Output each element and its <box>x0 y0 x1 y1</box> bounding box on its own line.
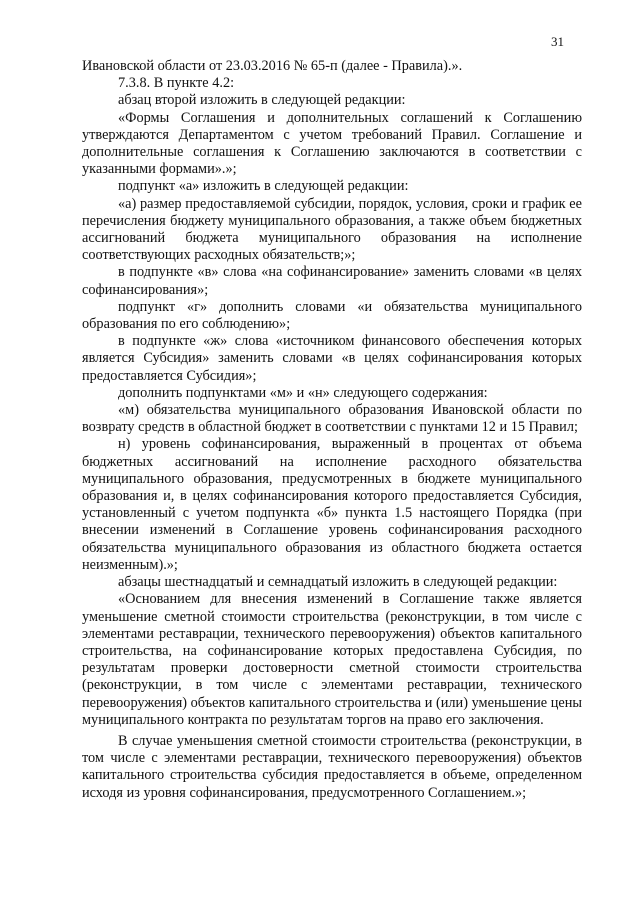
paragraph-instruction: подпункт «г» дополнить словами «и обязательства муниципального образования по его соблюдению»; <box>82 298 582 333</box>
paragraph-instruction: подпункт «а» изложить в следующей редакции: <box>118 178 409 195</box>
page-number: 31 <box>551 34 564 49</box>
paragraph-clause-7-3-8: 7.3.8. В пункте 4.2: <box>118 75 235 92</box>
paragraph-instruction: в подпункте «в» слова «на софинансирование» заменить словами «в целях софинансирования»; <box>82 264 582 298</box>
document-body <box>82 58 582 802</box>
paragraph-quote: «Основанием для внесения изменений в Соглашение также является уменьшение сметной стоимости строительства (реконструкции, в том числе с элементами реставрации, технического перевооружения) объектов капитального строительства, на софинансирование которых предоставлена Субсидия, по результатам проверки достоверности сметной стоимости строительства (реконструкции, в том числе с элементами реставрации, технического перевооружения) объектов капитального строительства и (или) уменьшение цены муниципального контракта по результатам торгов на право его заключения. <box>82 591 582 728</box>
paragraph-quote: н) уровень софинансирования, выраженный в процентах от объема бюджетных ассигнований на исполнение расходного обязательства муниципального образования, предусмотренных в бюджете муниципального образования и, в целях софинансирования которого предоставляется Субсидия, установленный с учетом подпункта «б» пункта 1.5 настоящего Порядка (при внесении изменений в Соглашение уровень софинансирования расходного обязательства муниципального образования из областного бюджета остается неизменным).»; <box>82 436 582 573</box>
paragraph-instruction: в подпункте «ж» слова «источником финансового обеспечения которых является Субсидия» заменить словами «в целях софинансирования которых предоставляется Субсидия»; <box>82 333 582 384</box>
paragraph-quote: «Формы Соглашения и дополнительных соглашений к Соглашению утверждаются Департаментом с учетом требований Правил. Соглашение и дополнительные соглашения к Соглашению заключаются в соответствии с указанными формами».»; <box>82 109 582 178</box>
paragraph-instruction: абзацы шестнадцатый и семнадцатый изложить в следующей редакции: <box>118 574 558 591</box>
paragraph-continuation: Ивановской области от 23.03.2016 № 65-п (далее - Правила).». <box>82 58 463 74</box>
paragraph-quote: «а) размер предоставляемой субсидии, порядок, условия, сроки и график ее перечисления бюджету муниципального образования, а также объем бюджетных ассигнований бюджета муниципального образования на исполнение соответствующих расходных обязательств;»; <box>82 195 582 264</box>
paragraph-quote: В случае уменьшения сметной стоимости строительства (реконструкции, в том числе с элементами реставрации, технического перевооружения) объектов капитального строительства субсидия предоставляется в объеме, определенном исходя из уровня софинансирования, предусмотренного Соглашением.»; <box>82 732 582 801</box>
paragraph-instruction: абзац второй изложить в следующей редакции: <box>118 92 406 109</box>
paragraph-quote: «м) обязательства муниципального образования Ивановской области по возврату средств в областной бюджет в соответствии с пунктами 12 и 15 Правил; <box>82 402 582 436</box>
paragraph-instruction: дополнить подпунктами «м» и «н» следующего содержания: <box>118 384 488 401</box>
